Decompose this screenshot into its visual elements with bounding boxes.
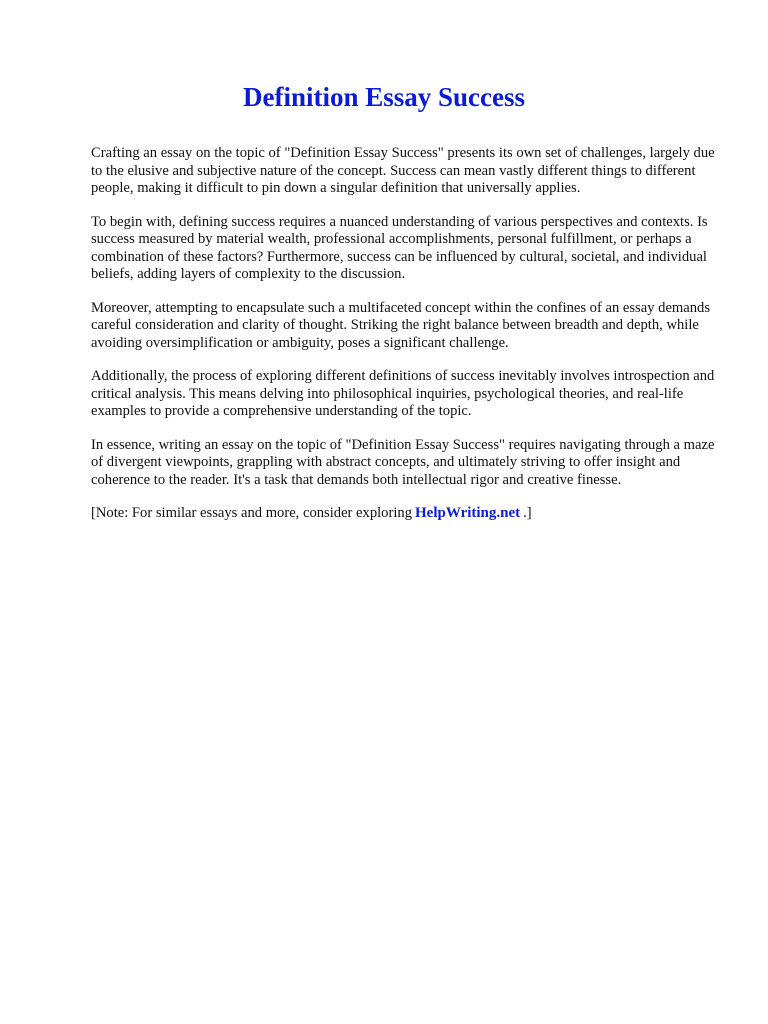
document-body — [91, 145, 721, 523]
paragraph-exploration: Additionally, the process of exploring different definitions of success inevitably involves introspection and critical analysis. This means delving into philosophical inquiries, psychological theories, and real-life examples to provide a comprehensive understanding of the topic. — [91, 368, 715, 419]
helpwriting-link[interactable]: HelpWriting.net — [415, 505, 521, 521]
paragraph-perspectives: To begin with, defining success requires a nuanced understanding of various perspectives and contexts. Is success measured by material wealth, professional accomplishments, personal fulfillment, or perhaps a combination of these factors? Furthermore, success can be influenced by cultural, societal, and individual beliefs, adding layers of complexity to the discussion. — [91, 213, 708, 282]
note-prefix: [Note: For similar essays and more, consider exploring — [91, 505, 412, 521]
paragraph-intro: Crafting an essay on the topic of "Definition Essay Success" presents its own set of challenges, largely due to the elusive and subjective nature of the concept. Success can mean vastly different things to different people, making it difficult to pin down a singular definition that universally applies. — [91, 145, 715, 196]
note-suffix: .] — [523, 505, 532, 521]
note-line — [91, 505, 721, 523]
paragraph-conclusion: In essence, writing an essay on the topic of "Definition Essay Success" requires navigating through a maze of divergent viewpoints, grappling with abstract concepts, and ultimately striving to offer insight and coherence to the reader. It's a task that demands both intellectual rigor and creative finesse. — [91, 436, 715, 488]
paragraph-encapsulation: Moreover, attempting to encapsulate such a multifaceted concept within the confines of an essay demands careful consideration and clarity of thought. Striking the right balance between breadth and depth, while avoiding oversimplification or ambiguity, poses a significant challenge. — [91, 299, 711, 351]
document-title: Definition Essay Success — [242, 82, 526, 112]
